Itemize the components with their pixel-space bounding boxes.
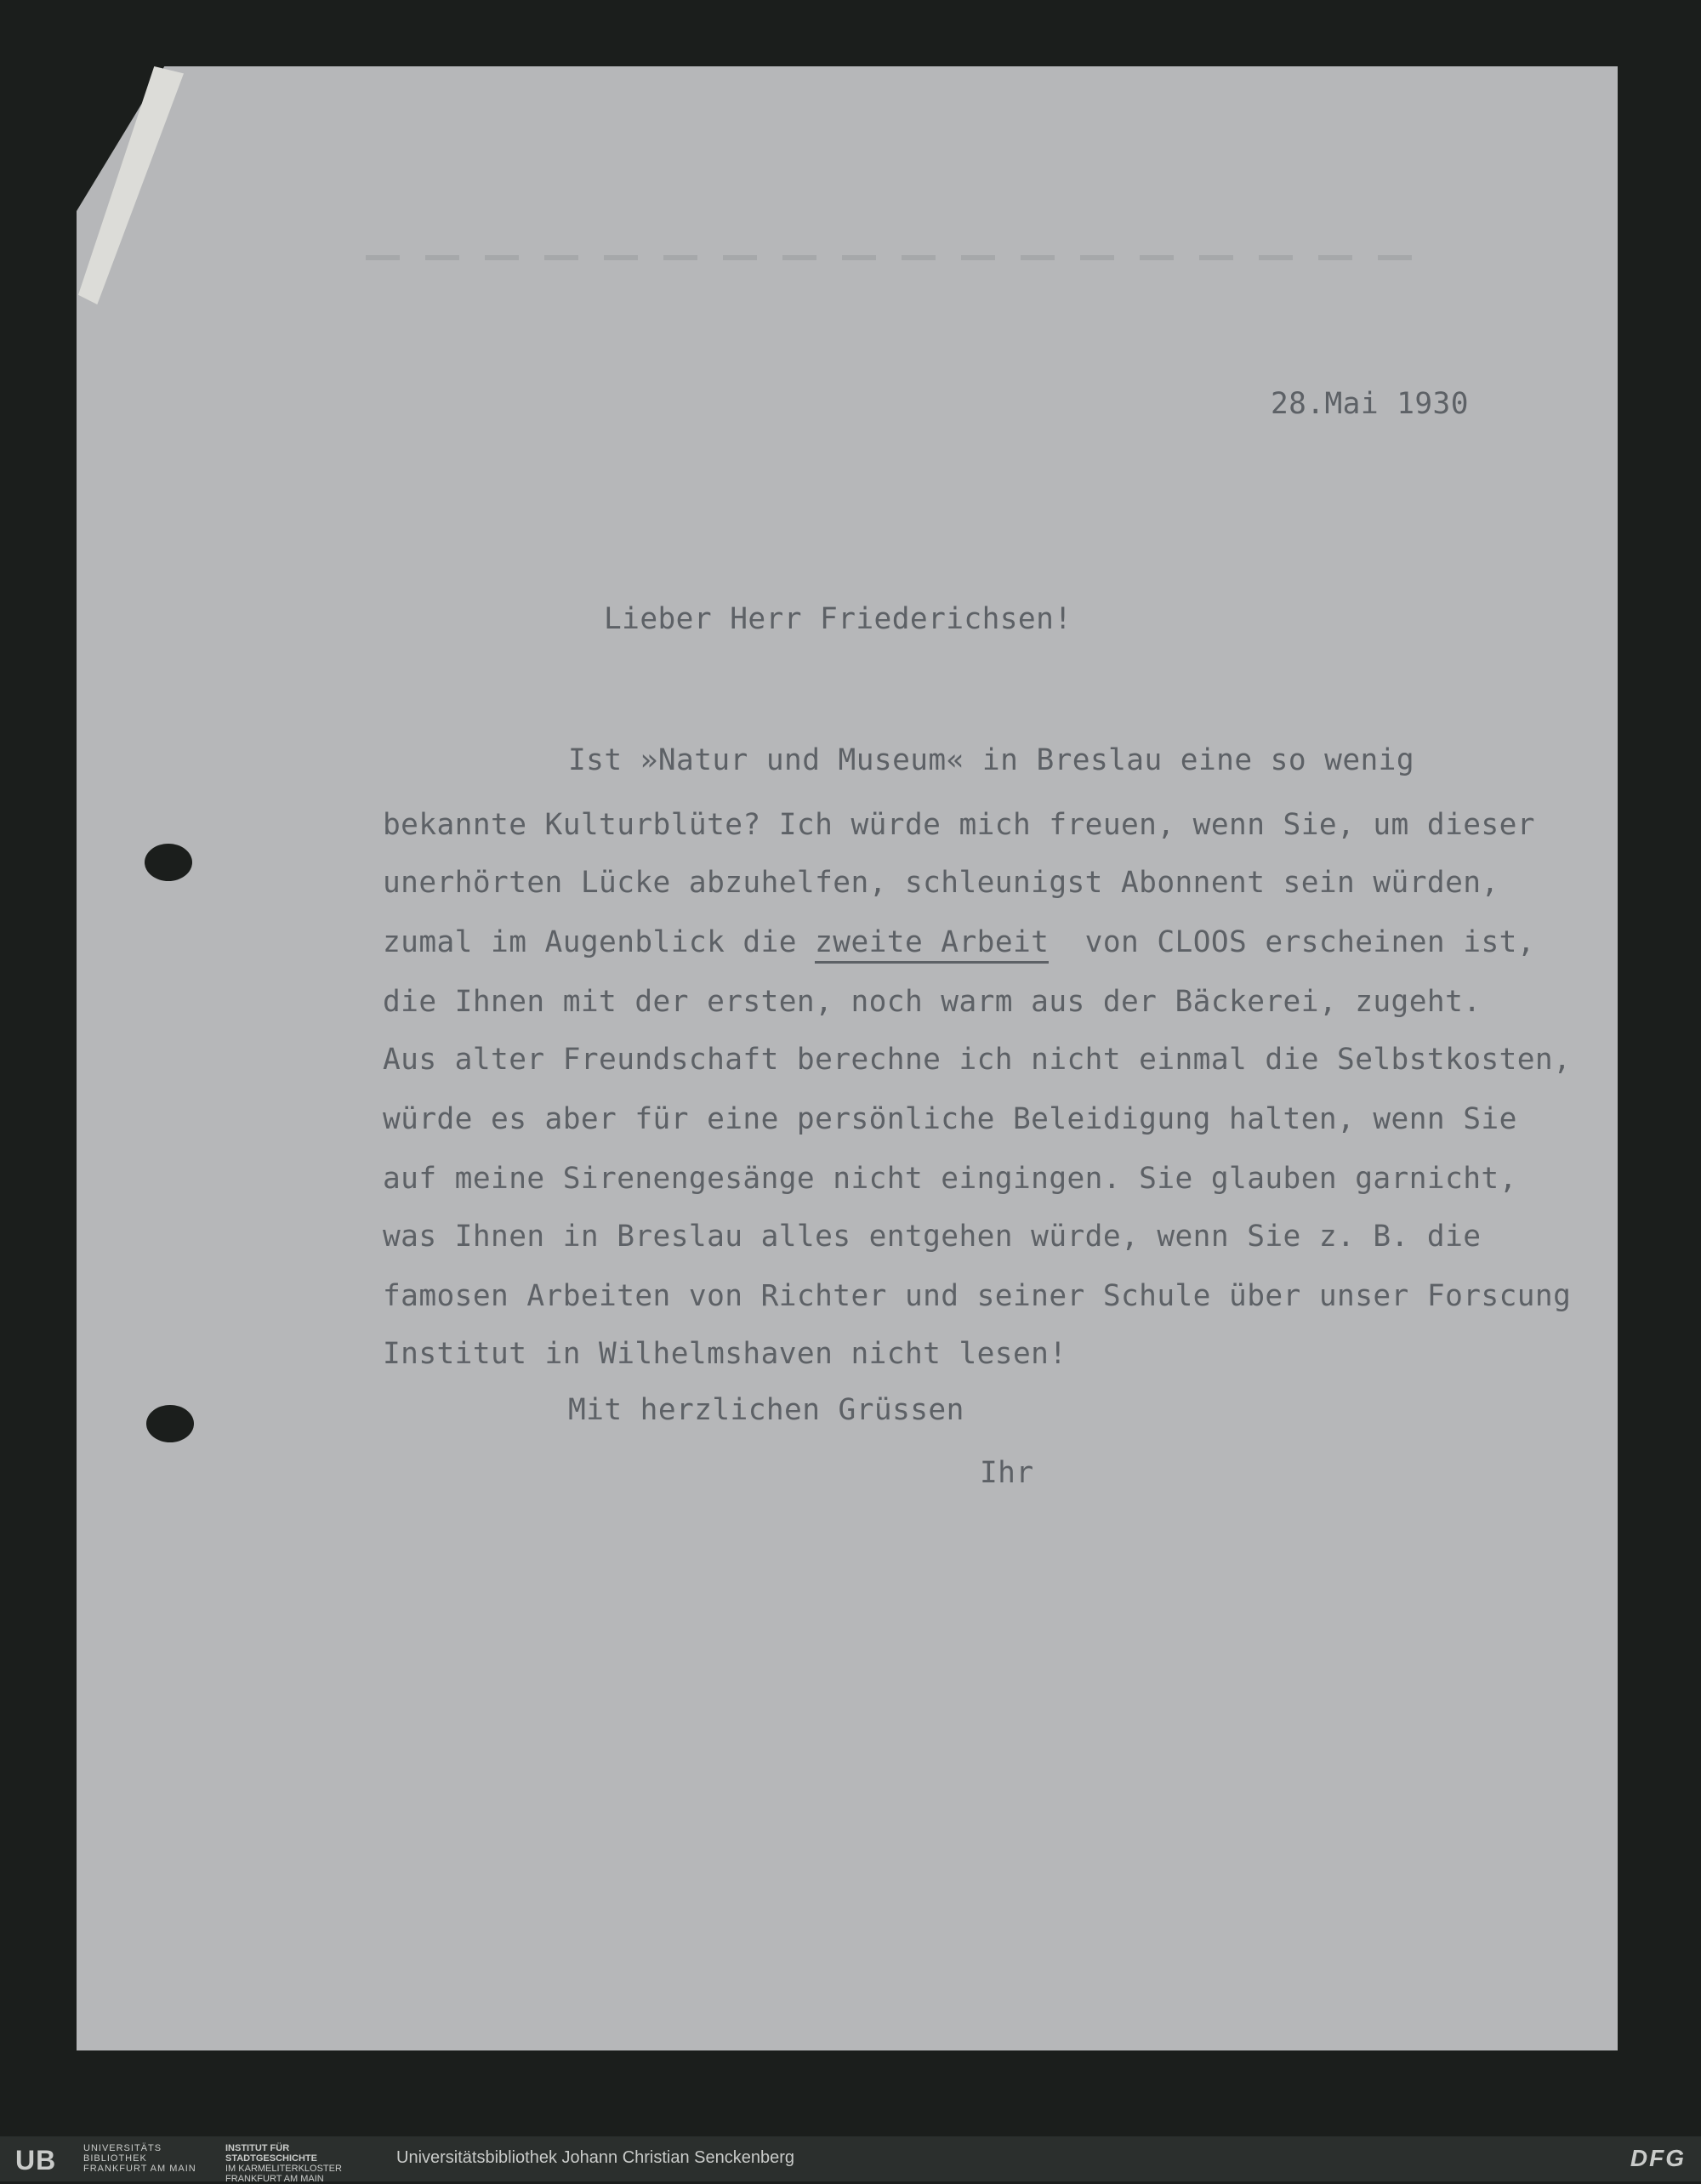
letter-salutation: Lieber Herr Friederichsen! [604,602,1072,636]
body-line: was Ihnen in Breslau alles entgehen würde, wenn Sie z. B. die [383,1220,1482,1254]
body-line: würde es aber für eine persönliche Beleidigung halten, wenn Sie [383,1102,1517,1136]
letter-closing: Mit herzlichen Grüssen [568,1393,964,1427]
body-line: bekannte Kulturblüte? Ich würde mich freuen, wenn Sie, um dieser [383,808,1535,842]
institute-line: INSTITUT FÜR [225,2143,290,2153]
archive-footer [0,2136,1701,2184]
institute-line: FRANKFURT AM MAIN [225,2174,324,2184]
ub-logo-caption [83,2143,196,2174]
institute-line: STADTGESCHICHTE [225,2153,317,2164]
punch-hole-lower [146,1405,194,1442]
faint-letterhead-trace [366,255,1437,260]
body-line: unerhörten Lücke abzuhelfen, schleunigst Abonnent sein würden, [383,866,1499,900]
body-line [383,925,1535,964]
institute-logo [225,2143,342,2184]
body-line: die Ihnen mit der ersten, noch warm aus der Bäckerei, zugeht. [383,985,1482,1019]
body-line: Ist »Natur und Museum« in Breslau eine so wenig [568,743,1415,777]
body-line: Institut in Wilhelmshaven nicht lesen! [383,1337,1067,1371]
ub-line: UNIVERSITÄTS [83,2143,162,2153]
dfg-logo: DFG [1630,2145,1686,2171]
letter-date: 28.Mai 1930 [1271,387,1469,421]
body-text: von CLOOS erscheinen ist, [1049,925,1535,959]
ub-logo: UB [15,2145,57,2175]
punch-hole-upper [145,844,192,881]
underlined-text: zweite Arbeit [815,925,1049,964]
institute-line: IM KARMELITERKLOSTER [225,2164,342,2174]
library-name: Universitätsbibliothek Johann Christian Senckenberg [396,2148,795,2167]
body-line: Aus alter Freundschaft berechne ich nicht einmal die Selbstkosten, [383,1043,1572,1077]
letter-signoff: Ihr [980,1456,1034,1490]
ub-line: FRANKFURT AM MAIN [83,2164,196,2174]
body-text: zumal im Augenblick die [383,925,816,959]
body-line: famosen Arbeiten von Richter und seiner Schule über unser Forscung [383,1279,1572,1313]
ub-line: BIBLIOTHEK [83,2153,147,2164]
body-line: auf meine Sirenengesänge nicht eingingen. Sie glauben garnicht, [383,1162,1517,1196]
